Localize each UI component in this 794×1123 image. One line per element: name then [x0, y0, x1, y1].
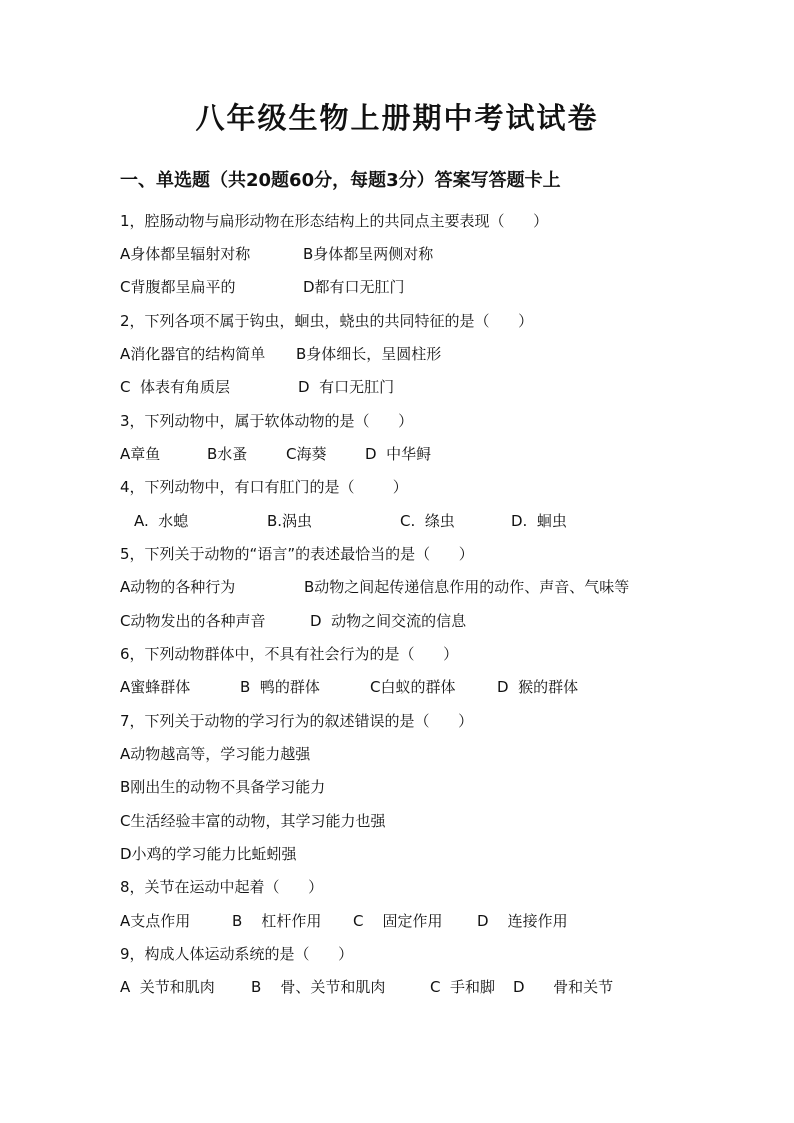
q5-option-c: C动物发出的各种声音 — [120, 612, 266, 630]
q3-option-a: A章鱼 — [120, 445, 161, 463]
question-9-stem: 9，构成人体运动系统的是（ ） — [120, 945, 354, 963]
q1-option-d: D都有口无肛门 — [303, 278, 405, 296]
q3-option-b: B水蚤 — [207, 445, 248, 463]
q2-option-c: C 体表有角质层 — [120, 378, 231, 396]
q3-option-c: C海葵 — [286, 445, 327, 463]
q4-option-b: B.涡虫 — [267, 512, 313, 530]
q1-option-a: A身体都呈辐射对称 — [120, 245, 251, 263]
q5-option-b: B动物之间起传递信息作用的动作、声音、气味等 — [304, 578, 630, 596]
q6-option-b: B 鸭的群体 — [240, 678, 320, 696]
q9-option-c: C 手和脚 — [430, 978, 496, 996]
q9-option-d: D 骨和关节 — [513, 978, 614, 996]
q8-option-c: C 固定作用 — [353, 912, 443, 930]
q8-option-d: D 连接作用 — [477, 912, 568, 930]
q2-option-b: B身体细长，呈圆柱形 — [296, 345, 442, 363]
q7-option-a: A动物越高等，学习能力越强 — [120, 745, 311, 763]
q7-option-d: D小鸡的学习能力比蚯蚓强 — [120, 845, 297, 863]
question-1-stem: 1，腔肠动物与扁形动物在形态结构上的共同点主要表现（ ） — [120, 212, 549, 230]
question-4-stem: 4，下列动物中，有口有肛门的是（ ） — [120, 478, 408, 496]
q8-option-a: A支点作用 — [120, 912, 191, 930]
question-6-stem: 6，下列动物群体中，不具有社会行为的是（ ） — [120, 645, 459, 663]
q1-option-b: B身体都呈两侧对称 — [303, 245, 434, 263]
q2-option-d: D 有口无肛门 — [298, 378, 395, 396]
page-title: 八年级生物上册期中考试试卷 — [195, 101, 599, 135]
q5-option-d: D 动物之间交流的信息 — [310, 612, 467, 630]
q3-option-d: D 中华鲟 — [365, 445, 432, 463]
question-8-stem: 8，关节在运动中起着（ ） — [120, 878, 324, 896]
q6-option-c: C白蚁的群体 — [370, 678, 456, 696]
question-2-stem: 2，下列各项不属于钩虫，蛔虫，蛲虫的共同特征的是（ ） — [120, 312, 534, 330]
q9-option-b: B 骨、关节和肌肉 — [251, 978, 386, 996]
q7-option-b: B刚出生的动物不具备学习能力 — [120, 778, 326, 796]
q6-option-a: A蜜蜂群体 — [120, 678, 191, 696]
question-3-stem: 3，下列动物中，属于软体动物的是（ ） — [120, 412, 414, 430]
q2-option-a: A消化器官的结构简单 — [120, 345, 266, 363]
section-heading: 一、单选题（共20题60分，每题3分）答案写答题卡上 — [120, 170, 561, 191]
q4-option-a: A. 水螅 — [134, 512, 189, 530]
question-5-stem: 5，下列关于动物的“语言”的表述最恰当的是（ ） — [120, 545, 474, 563]
q8-option-b: B 杠杆作用 — [232, 912, 322, 930]
q4-option-d: D. 蛔虫 — [511, 512, 567, 530]
q1-option-c: C背腹都呈扁平的 — [120, 278, 236, 296]
q5-option-a: A动物的各种行为 — [120, 578, 236, 596]
q4-option-c: C. 绦虫 — [400, 512, 455, 530]
q6-option-d: D 猴的群体 — [497, 678, 579, 696]
q7-option-c: C生活经验丰富的动物，其学习能力也强 — [120, 812, 386, 830]
question-7-stem: 7，下列关于动物的学习行为的叙述错误的是（ ） — [120, 712, 474, 730]
q9-option-a: A 关节和肌肉 — [120, 978, 215, 996]
